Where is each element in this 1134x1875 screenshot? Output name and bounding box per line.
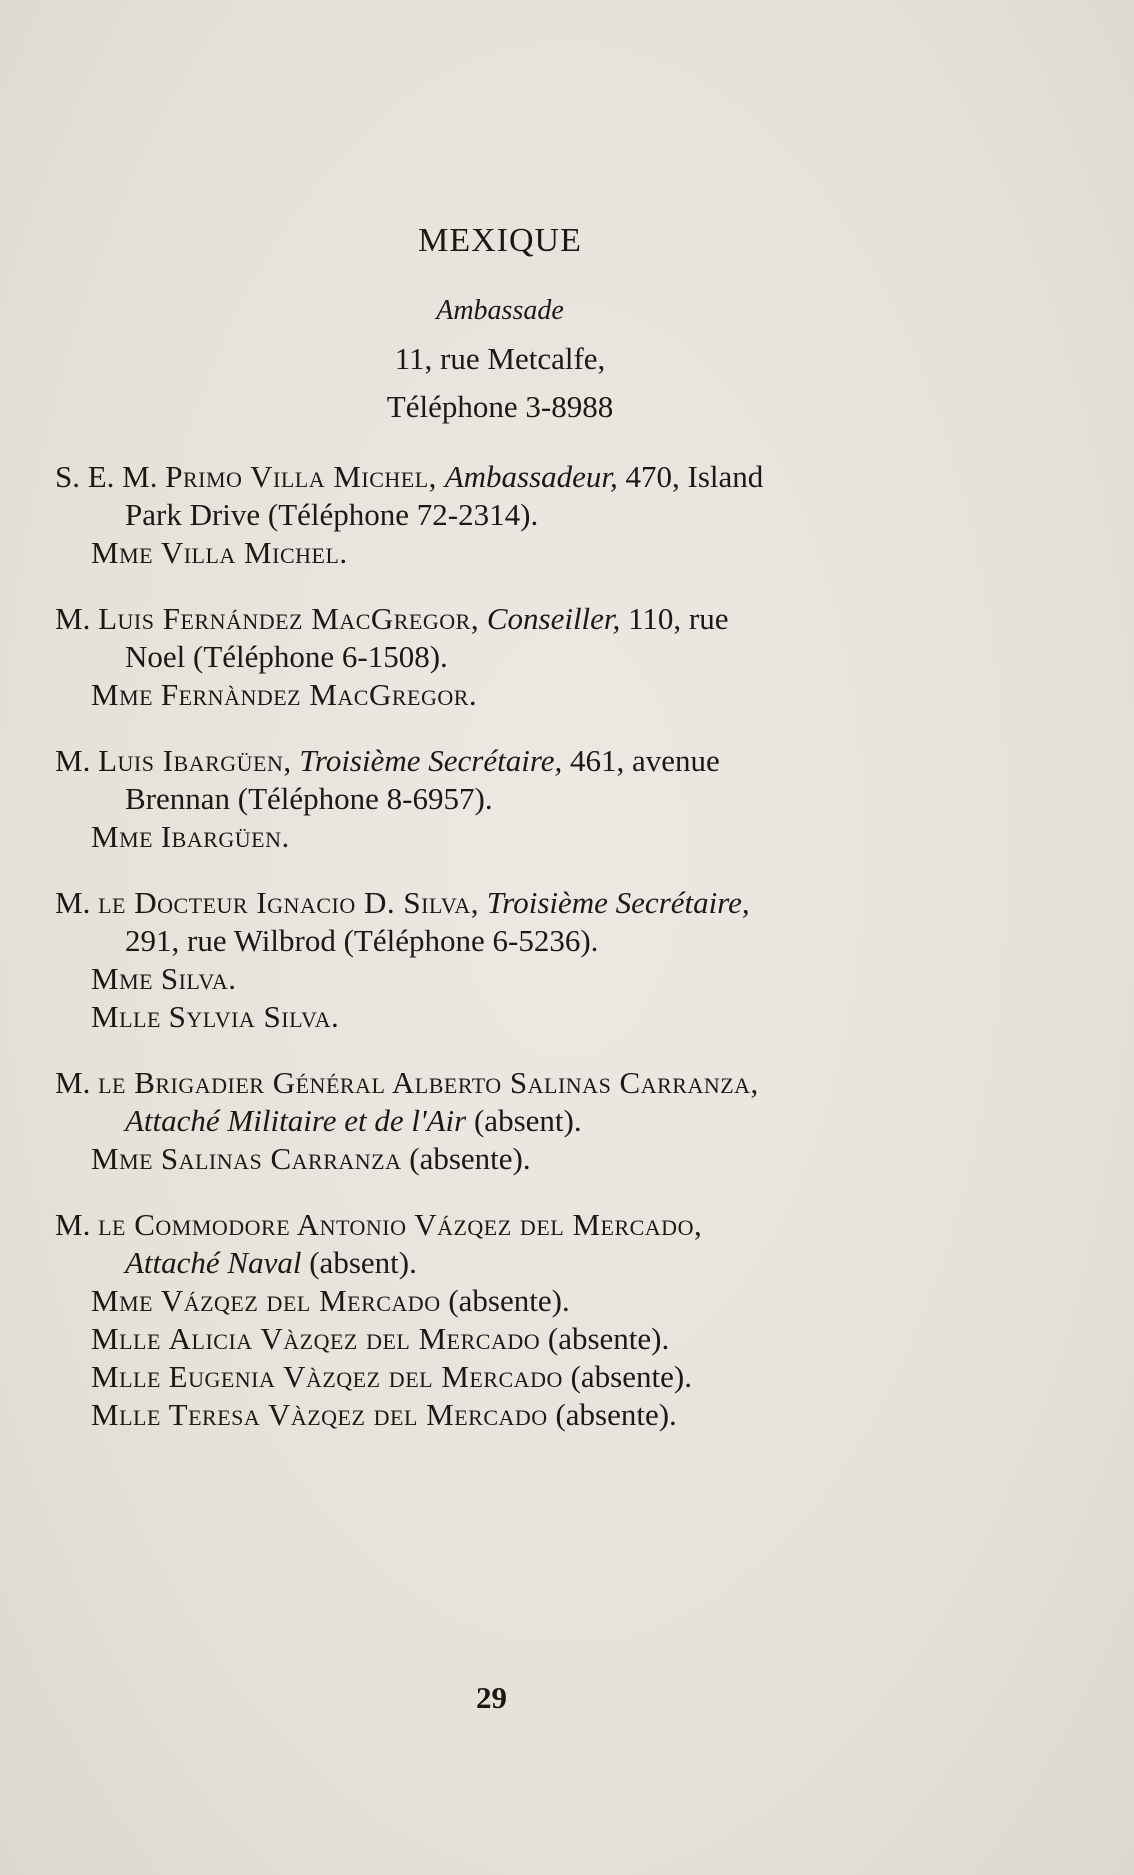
address-detail: (absent). [473, 1103, 582, 1138]
family-member [55, 818, 955, 856]
member-name: Alicia Vàzqez del Mercado [168, 1321, 541, 1356]
entry-continuation [55, 496, 955, 534]
diplomat-entry [55, 600, 955, 714]
mission-type: Ambassade [436, 295, 564, 326]
honorific: M. [55, 743, 91, 778]
address-start: 470, Island [625, 459, 764, 494]
family-member [55, 676, 955, 714]
entry-first-line [55, 600, 955, 638]
honorific: Mlle [91, 1397, 161, 1432]
diplomat-entry [55, 1064, 955, 1178]
diplomat-list [55, 458, 955, 1462]
address-detail: Park Drive (Téléphone 72-2314). [125, 497, 539, 532]
diplomat-title: Troisième Secrétaire, [486, 885, 750, 920]
honorific: M. [55, 1207, 91, 1242]
honorific: M. [55, 601, 91, 636]
address-detail: 291, rue Wilbrod (Téléphone 6-5236). [125, 923, 599, 958]
address-start: 461, avenue [570, 743, 720, 778]
honorific: Mme [91, 819, 154, 854]
page-number: 29 [476, 1680, 507, 1715]
absence-note: (absente). [409, 1141, 531, 1176]
entry-first-line [55, 742, 955, 780]
address-start: 110, rue [628, 601, 729, 636]
mission-address: 11, rue Metcalfe, [394, 341, 606, 376]
family-member [55, 1320, 955, 1358]
entry-first-line [55, 1064, 955, 1102]
diplomat-title: Attaché Militaire et de l'Air [125, 1103, 467, 1138]
honorific: Mlle [91, 1359, 161, 1394]
member-name: Villa Michel. [160, 535, 348, 570]
diplomat-name: Primo Villa Michel, [165, 459, 437, 494]
entry-first-line [55, 1206, 955, 1244]
family-member [55, 1282, 955, 1320]
honorific: Mme [91, 1141, 154, 1176]
absence-note: (absente). [555, 1397, 677, 1432]
entry-continuation [55, 1102, 955, 1140]
absence-note: (absente). [448, 1283, 570, 1318]
diplomat-entry [55, 1206, 955, 1434]
member-name: Fernàndez MacGregor. [160, 677, 478, 712]
family-member [55, 960, 955, 998]
diplomat-name: le Brigadier Général Alberto Salinas Carranza, [98, 1065, 759, 1100]
honorific: Mlle [91, 999, 161, 1034]
diplomat-title: Troisième Secrétaire, [299, 743, 563, 778]
member-name: Vázqez del Mercado [160, 1283, 441, 1318]
diplomat-name: le Docteur Ignacio D. Silva, [98, 885, 480, 920]
absence-note: (absente). [570, 1359, 692, 1394]
member-name: Salinas Carranza [160, 1141, 402, 1176]
family-member [55, 1140, 955, 1178]
family-member [55, 1396, 955, 1434]
address-detail: Noel (Téléphone 6-1508). [125, 639, 448, 674]
diplomat-name: Luis Ibargüen, [98, 743, 292, 778]
honorific: S. E. M. [55, 459, 158, 494]
address-detail: Brennan (Téléphone 8-6957). [125, 781, 493, 816]
honorific: Mme [91, 677, 154, 712]
entry-first-line [55, 458, 955, 496]
family-member [55, 998, 955, 1036]
honorific: M. [55, 885, 91, 920]
entry-continuation [55, 638, 955, 676]
member-name: Ibargüen. [160, 819, 290, 854]
member-name: Eugenia Vàzqez del Mercado [168, 1359, 563, 1394]
member-name: Sylvia Silva. [168, 999, 340, 1034]
diplomat-title: Ambassadeur, [444, 459, 618, 494]
member-name: Teresa Vàzqez del Mercado [168, 1397, 548, 1432]
diplomat-name: le Commodore Antonio Vázqez del Mercado, [98, 1207, 703, 1242]
address-detail: (absent). [309, 1245, 417, 1280]
entry-first-line [55, 884, 955, 922]
diplomat-name: Luis Fernández MacGregor, [98, 601, 480, 636]
diplomat-title: Conseiller, [486, 601, 621, 636]
mission-telephone: Téléphone 3-8988 [386, 389, 614, 424]
diplomat-entry [55, 458, 955, 572]
diplomat-title: Attaché Naval [125, 1245, 302, 1280]
family-member [55, 534, 955, 572]
entry-continuation [55, 922, 955, 960]
honorific: Mme [91, 535, 154, 570]
honorific: Mme [91, 961, 154, 996]
diplomat-entry [55, 884, 955, 1036]
absence-note: (absente). [547, 1321, 670, 1356]
entry-continuation [55, 780, 955, 818]
family-member [55, 1358, 955, 1396]
entry-continuation [55, 1244, 955, 1282]
member-name: Silva. [160, 961, 237, 996]
honorific: M. [55, 1065, 91, 1100]
honorific: Mme [91, 1283, 154, 1318]
diplomat-entry [55, 742, 955, 856]
country-heading: MEXIQUE [418, 222, 582, 259]
honorific: Mlle [91, 1321, 161, 1356]
